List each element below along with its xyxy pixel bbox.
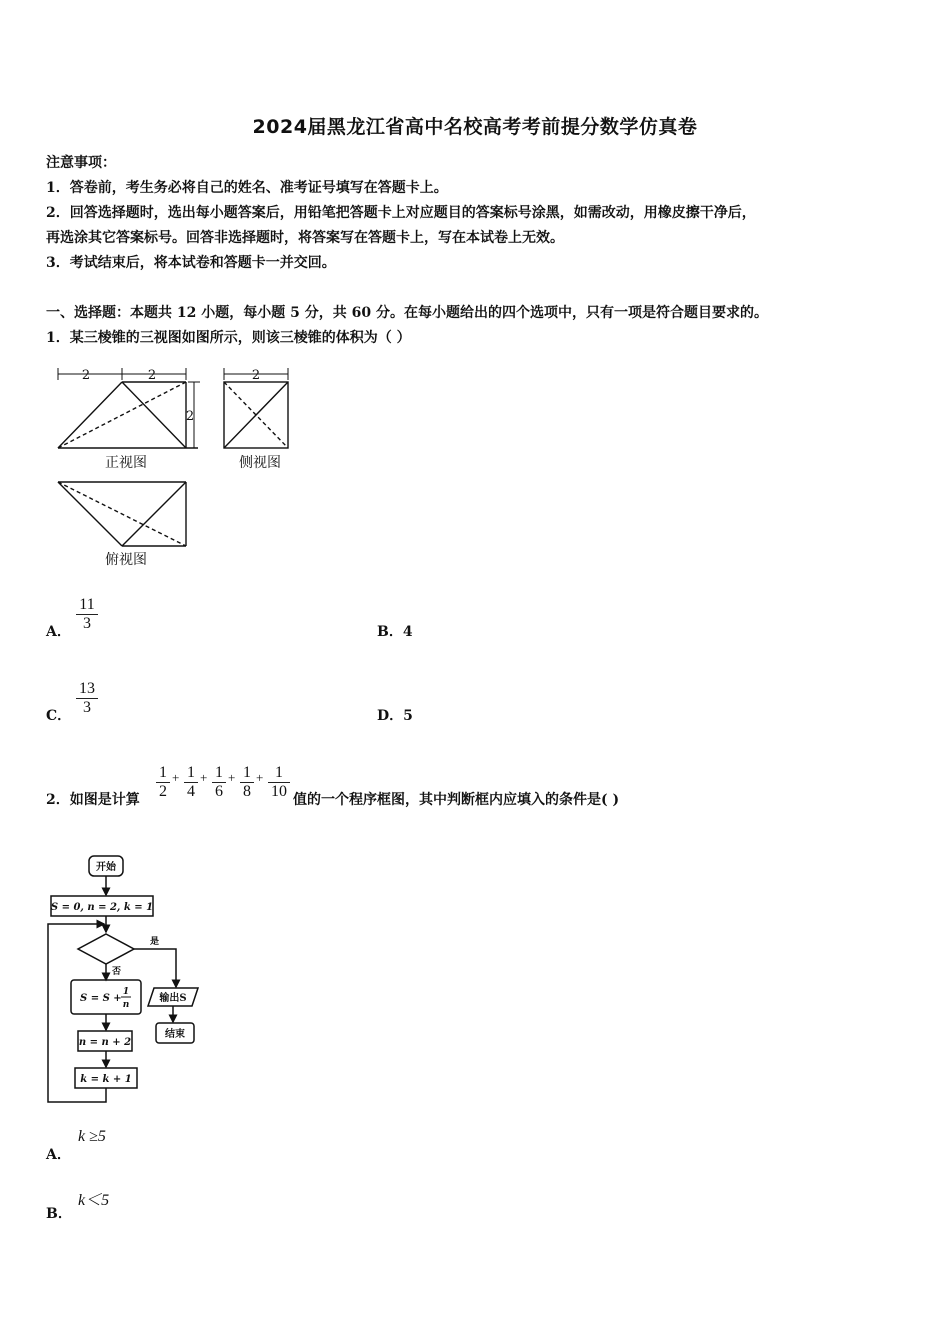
flow-end-text: 结束: [165, 1029, 185, 1040]
flow-start-text: 开始: [96, 862, 116, 873]
notice-item-2-cont: 再选涂其它答案标号。回答非选择题时，将答案写在答题卡上，写在本试卷上无效。: [46, 230, 564, 246]
side-dim-width: 2: [251, 368, 261, 383]
flow-init-text: S = 0, n = 2, k = 1: [50, 902, 154, 913]
question-2-suffix: 值的一个程序框图，其中判断框内应填入的条件是( ): [293, 792, 620, 808]
front-dim-right: 2: [147, 368, 157, 383]
q1-option-c-num: 13: [79, 680, 95, 697]
front-view-label: 正视图: [105, 455, 147, 471]
paper-title: 2024届黑龙江省高中名校高考考前提分数学仿真卷: [252, 116, 698, 138]
program-flowchart: [40, 850, 220, 1110]
sum-term-3: [212, 764, 226, 801]
q1-option-c-label: C．: [46, 708, 72, 724]
q1-option-a-fraction: [76, 596, 98, 633]
flow-yes-text: 是: [150, 937, 160, 947]
section-heading: 一、选择题：本题共 12 小题，每小题 5 分，共 60 分。在每小题给出的四个选项中，只有一项是符合题目要求的。: [46, 305, 768, 321]
flow-update-s-text: S = S +: [80, 993, 122, 1004]
q2-option-a-label: A．: [46, 1147, 71, 1163]
sum-term-3-den: 6: [212, 782, 226, 801]
flow-output-text: 输出S: [159, 993, 187, 1004]
sum-term-1: [156, 764, 170, 801]
front-dim-left: 2: [81, 368, 91, 383]
q1-option-d-letter: D．: [377, 708, 404, 724]
q1-option-a-label: A．: [46, 624, 71, 640]
plus-3: +: [228, 770, 236, 785]
sum-term-3-num: 1: [215, 764, 223, 781]
sum-term-1-den: 2: [156, 782, 170, 801]
sum-term-2-num: 1: [187, 764, 195, 781]
plus-1: +: [172, 770, 180, 785]
q1-option-b-label: [377, 621, 413, 641]
notice-heading: 注意事项：: [46, 155, 116, 171]
sum-term-4-num: 1: [243, 764, 251, 781]
sum-term-1-num: 1: [159, 764, 167, 781]
three-view-figure: [40, 360, 310, 575]
q1-option-d-value: 5: [403, 708, 413, 724]
sum-term-5-num: 1: [275, 764, 283, 781]
plus-2: +: [200, 770, 208, 785]
question-1-stem: 1．某三棱锥的三视图如图所示，则该三棱锥的体积为（ ）: [46, 330, 411, 346]
q1-option-c-den: 3: [76, 698, 98, 717]
flow-no-text: 否: [112, 967, 122, 977]
sum-term-5: [268, 764, 290, 801]
q1-option-c-fraction: [76, 680, 98, 717]
sum-term-4: [240, 764, 254, 801]
q2-option-a-expr: k ≥5: [78, 1128, 106, 1145]
front-dim-height: 2: [185, 409, 195, 424]
sum-term-4-den: 8: [240, 782, 254, 801]
q2-option-b-expr: k＜5: [78, 1192, 110, 1209]
q1-option-d-label: [377, 705, 413, 725]
flow-update-s-num: 1: [122, 987, 130, 997]
flow-update-s-den: n: [122, 1000, 130, 1010]
top-view: [58, 482, 186, 546]
notice-item-2: 2．回答选择题时，选出每小题答案后，用铅笔把答题卡上对应题目的答案标号涂黑，如需改动，用橡皮擦干净后，: [46, 205, 756, 221]
q1-option-b-letter: B．: [377, 624, 403, 640]
q1-option-a-num: 11: [79, 596, 95, 613]
front-view: [58, 368, 200, 448]
top-view-label: 俯视图: [105, 552, 147, 568]
q1-option-b-value: 4: [402, 624, 413, 640]
flow-decision-diamond: [78, 934, 134, 964]
notice-item-3: 3．考试结束后，将本试卷和答题卡一并交回。: [46, 255, 336, 271]
question-2-prefix: 2．如图是计算: [46, 792, 140, 808]
plus-4: +: [256, 770, 264, 785]
q1-option-a-den: 3: [76, 614, 98, 633]
sum-term-2-den: 4: [184, 782, 198, 801]
notice-item-1: 1．答卷前，考生务必将自己的姓名、准考证号填写在答题卡上。: [46, 180, 448, 196]
q2-option-b-label: B．: [46, 1206, 72, 1222]
flow-update-n-text: n = n + 2: [78, 1037, 132, 1048]
side-view-label: 侧视图: [239, 455, 281, 471]
sum-term-5-den: 10: [268, 782, 290, 801]
flow-update-k-text: k = k + 1: [80, 1074, 132, 1085]
sum-term-2: [184, 764, 198, 801]
